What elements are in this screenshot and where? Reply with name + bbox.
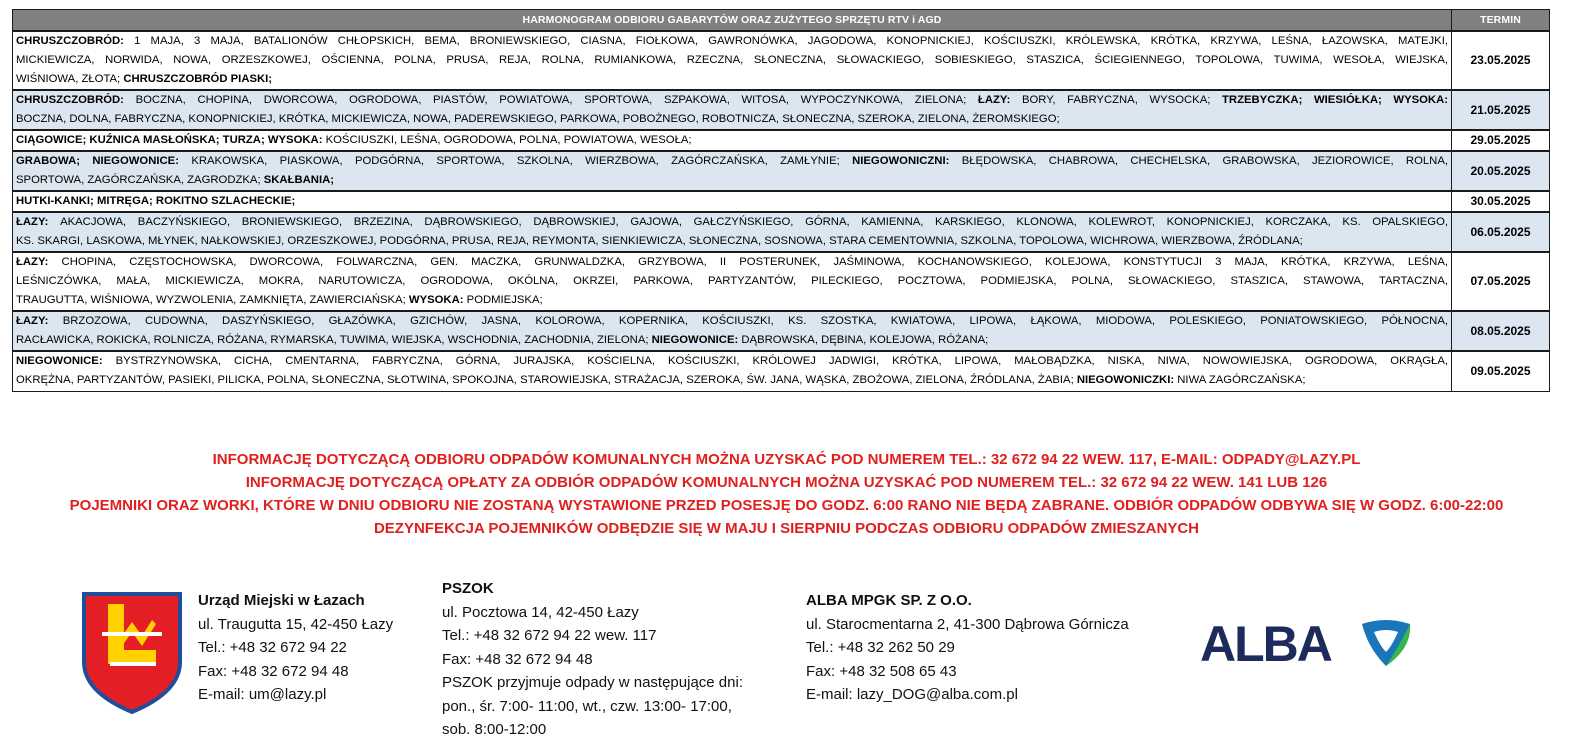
pszok-hours-weekdays: pon., śr. 7:00- 11:00, wt., czw. 13:00- 17:00,: [442, 697, 732, 715]
locality-name: CHRUSZCZOBRÓD:: [16, 94, 136, 106]
locality-name: CIĄGOWICE; KUŹNICA MASŁOŃSKA; TURZA; WYSOKA:: [16, 134, 326, 146]
urzad-contact: [198, 589, 393, 707]
table-header-row: [13, 10, 1550, 32]
locality-name: GRABOWA; NIEGOWONICE:: [16, 155, 192, 167]
table-row: [13, 252, 1550, 311]
streets-line: [16, 171, 1448, 190]
notice-line: INFORMACJĘ DOTYCZĄCĄ ODBIORU ODPADÓW KOMUNALNYCH MOŻNA UZYSKAĆ POD NUMEREM TEL.: 32 672 94 22 WEW. 117, E-MAIL: ODPADY@LAZY.PL: [212, 451, 1361, 468]
street-list: KRAKOWSKA, PIASKOWA, PODGÓRNA, SPORTOWA, SZKOLNA, WIERZBOWA, ZAGÓRCZAŃSKA, ZAMŁYNIE;: [191, 155, 853, 167]
table-row: [13, 151, 1550, 191]
urzad-address: ul. Traugutta 15, 42-450 Łazy: [198, 615, 394, 633]
table-row: [13, 311, 1550, 351]
street-list: PODMIEJSKA;: [466, 294, 543, 306]
streets-cell: [13, 90, 1452, 130]
locality-name: NIEGOWONICZKI:: [1076, 374, 1178, 387]
streets-line: [16, 371, 1448, 390]
streets-line: [16, 51, 1448, 70]
streets-line: [16, 32, 1448, 51]
urzad-name: Urząd Miejski w Łazach: [198, 592, 365, 609]
streets-line: [16, 291, 1448, 310]
streets-cell: [13, 212, 1452, 252]
table-row: [13, 31, 1550, 90]
street-list: DĄBROWSKA, DĘBINA, KOLEJOWA, RÓŻANA;: [741, 334, 989, 346]
alba-phone: Tel.: +48 32 262 50 29: [806, 639, 955, 656]
alba-wordmark: ALBA: [1200, 616, 1331, 672]
streets-cell: [13, 130, 1452, 151]
locality-name: CHRUSZCZOBRÓD:: [16, 35, 135, 47]
table-row: [13, 191, 1550, 212]
locality-name: HUTKI-KANKI; MITRĘGA; ROKITNO SZLACHECKIE;: [16, 195, 296, 207]
urzad-email: E-mail: um@lazy.pl: [198, 686, 327, 703]
pszok-phone: Tel.: +48 32 672 94 22 wew. 117: [442, 627, 657, 644]
pickup-date: 23.05.2025: [1452, 31, 1550, 90]
pickup-date: 29.05.2025: [1452, 130, 1550, 151]
street-list: TRAUGUTTA, WIŚNIOWA, WYZWOLENIA, ZAMKNIĘTA, ZAWIERCIAŃSKA;: [16, 294, 409, 306]
pickup-date: 09.05.2025: [1452, 351, 1550, 391]
streets-line: [16, 110, 1448, 129]
alba-contact: [806, 589, 1129, 707]
streets-cell: [13, 351, 1452, 391]
street-list: AKACJOWA, BACZYŃSKIEGO, BRONIEWSKIEGO, BRZEZINA, DĄBROWSKIEGO, DĄBROWSKIEJ, GAJOWA, GAŁCZYŃSKIEGO, GÓRNA, KAMIENNA, KARSKIEGO, KLONOWA, KOLEWROT, KONOPNICKIEJ, KORCZAKA, KS. OPALSKIEGO,: [60, 216, 1448, 228]
pszok-fax: Fax: +48 32 672 94 48: [442, 650, 593, 668]
street-list: NIWA ZAGÓRCZAŃSKA;: [1177, 374, 1306, 387]
schedule-table: [12, 9, 1550, 392]
locality-name: NIEGOWONICZNI:: [852, 155, 962, 167]
pszok-name: PSZOK: [442, 580, 494, 597]
notice-line: POJEMNIKI ORAZ WORKI, KTÓRE W DNIU ODBIORU NIE ZOSTANĄ WYSTAWIONE PRZED POSESJĘ DO GODZ. 6:00 RANO NIE BĘDĄ ZABRANE. ODBIÓR ODPADÓW ODBYWA SIĘ W GODZ. 6:00-22:00: [69, 497, 1504, 514]
locality-name: WYSOKA:: [408, 294, 467, 306]
locality-name: NIEGOWONICE:: [651, 334, 742, 346]
streets-line: [16, 131, 1448, 150]
streets-line: [16, 253, 1448, 272]
schedule-title: HARMONOGRAM ODBIORU GABARYTÓW ORAZ ZUŻYTEGO SPRZĘTU RTV i AGD: [13, 10, 1452, 32]
urzad-phone: Tel.: +48 32 672 94 22: [198, 639, 347, 656]
termin-header: TERMIN: [1452, 10, 1550, 32]
table-row: [13, 212, 1550, 252]
street-list: WIŚNIOWA, ZŁOTA;: [16, 73, 124, 85]
notice-line: INFORMACJĘ DOTYCZĄCĄ OPŁATY ZA ODBIÓR ODPADÓW KOMUNALNYCH MOŻNA UZYSKAĆ POD NUMEREM TEL.: 32 672 94 22 WEW. 141 LUB 126: [245, 474, 1328, 491]
schedule-body: [13, 31, 1550, 391]
streets-cell: [13, 191, 1452, 212]
street-list: RACŁAWICKA, ROKICKA, ROLNICZA, RÓŻANA, RYMARSKA, TUWIMA, WIEJSKA, WSCHODNIA, ZACHODNIA, ZIELONA;: [16, 334, 652, 346]
street-list: BŁĘDOWSKA, CHABROWA, CHECHELSKA, GRABOWSKA, JEZIOROWICE, ROLNA,: [961, 155, 1448, 167]
streets-line: [16, 232, 1448, 251]
streets-line: [16, 91, 1448, 110]
street-list: MICKIEWICZA, NORWIDA, NOWA, ORZESZKOWEJ, OŚCIENNA, POLNA, PRUSA, REJA, ROLNA, RUMIANKOWA, RZECZNA, SŁONECZNA, SŁOWACKIEGO, SOBIESKIEGO, STASZICA, ŚCIEGIENNEGO, TOPOLOWA, TUWIMA, WESOŁA, WIEJSKA,: [16, 54, 1448, 66]
alba-address: ul. Starocmentarna 2, 41-300 Dąbrowa Górnicza: [806, 615, 1129, 633]
streets-line: [16, 70, 1448, 89]
pickup-date: 08.05.2025: [1452, 311, 1550, 351]
pszok-hours-saturday: sob. 8:00-12:00: [442, 721, 547, 738]
streets-cell: [13, 31, 1452, 90]
pickup-date: 06.05.2025: [1452, 212, 1550, 252]
locality-name: CHRUSZCZOBRÓD PIASKI;: [123, 73, 273, 85]
streets-line: [16, 192, 1448, 211]
locality-name: ŁAZY:: [16, 256, 62, 268]
streets-line: [16, 352, 1448, 371]
street-list: 1 MAJA, 3 MAJA, BATALIONÓW CHŁOPSKICH, BEMA, BRONIEWSKIEGO, CIASNA, FIOŁKOWA, GAWRONÓWKA, JAGODOWA, KONOPNICKIEJ, KOŚCIUSZKI, KRÓLEWSKA, KRÓTKA, KRZYWA, LEŚNA, ŁAZOWSKA, MATEJKI,: [134, 35, 1448, 47]
street-list: BRZOZOWA, CUDOWNA, DASZYŃSKIEGO, GŁAZÓWKA, GZICHÓW, JASNA, KOLOROWA, KOPERNIKA, KOŚCIUSZKI, KS. SZOSTKA, KWIATOWA, LIPOWA, ŁĄKOWA, MIODOWA, POLESKIEGO, PONIATOWSKIEGO, PÓŁNOCNA,: [62, 315, 1448, 327]
street-list: SPORTOWA, ZAGÓRCZAŃSKA, ZAGRODZKA;: [16, 174, 264, 186]
locality-name: ŁAZY:: [16, 315, 63, 327]
alba-email: E-mail: lazy_DOG@alba.com.pl: [806, 686, 1018, 703]
street-list: KS. SKARGI, LASKOWA, MŁYNEK, NAŁKOWSKIEJ, ORZESZKOWEJ, PODGÓRNA, PRUSA, REJA, REYMONTA, SIENKIEWICZA, SŁONECZNA, SOSNOWA, STARA CEMENTOWNIA, SZKOLNA, TOPOLOWA, WICHROWA, WIERZBOWA, ŹRÓDLANA;: [16, 235, 1303, 247]
street-list: LEŚNICZÓWKA, MAŁA, MICKIEWICZA, MOKRA, NARUTOWICZA, OGRODOWA, OKÓLNA, OKRZEI, PARKOWA, PARTYZANTÓW, PILECKIEGO, POCZTOWA, PODMIEJSKA, POLNA, SŁOWACKIEGO, STASZICA, STAWOWA, TARTACZNA,: [16, 275, 1448, 287]
table-row: [13, 351, 1550, 391]
locality-name: ŁAZY:: [977, 94, 1022, 106]
locality-name: SKAŁBANIA;: [263, 174, 335, 186]
street-list: BOCZNA, CHOPINA, DWORCOWA, OGRODOWA, PIASTÓW, POWIATOWA, SPORTOWA, SZPAKOWA, WITOSA, WYPOCZYNKOWA, ZIELONA;: [135, 94, 978, 106]
alba-name: ALBA MPGK SP. Z O.O.: [806, 592, 972, 609]
street-list: CHOPINA, CZĘSTOCHOWSKA, DWORCOWA, FOLWARCZNA, GEN. MACZKA, GRUNWALDZKA, GRZYBOWA, II POSTERUNEK, JAŚMINOWA, KOCHANOWSKIEGO, KOLEJOWA, KONSTYTUCJI 3 MAJA, KRÓTKA, KRZYWA, LEŚNA,: [61, 256, 1448, 268]
pickup-date: 07.05.2025: [1452, 252, 1550, 311]
notices-block: [0, 448, 1573, 540]
streets-line: [16, 331, 1448, 350]
street-list: OKRĘŻNA, PARTYZANTÓW, PASIEKI, PILICKA, POLNA, SŁONECZNA, SŁOTWINA, SPOKOJNA, STAROWIEJSKA, STRAŻACJA, SZEROKA, ŚW. JANA, WĄSKA, ZBOŻOWA, ZIELONA, ŹRÓDLANA, ŻABIA;: [16, 374, 1077, 387]
alba-logo: [1200, 618, 1415, 670]
street-list: KOŚCIUSZKI, LEŚNA, OGRODOWA, POLNA, POWIATOWA, WESOŁA;: [325, 134, 692, 146]
alba-leaf-icon: [1358, 618, 1414, 670]
street-list: BYSTRZYNOWSKA, CICHA, CMENTARNA, FABRYCZNA, GÓRNA, JURAJSKA, KOŚCIELNA, KOŚCIUSZKI, KRÓLOWEJ JADWIGI, KRÓTKA, LIPOWA, MAŁOBĄDZKA, NISKA, NIWA, NOWOWIEJSKA, OGRODOWA, OKRĄGŁA,: [115, 355, 1448, 368]
locality-name: NIEGOWONICE:: [16, 355, 116, 368]
urzad-fax: Fax: +48 32 672 94 48: [198, 662, 349, 680]
pszok-hours-label: PSZOK przyjmuje odpady w następujące dni:: [442, 674, 743, 691]
locality-name: ŁAZY:: [16, 216, 61, 228]
streets-cell: [13, 252, 1452, 311]
locality-name: TRZEBYCZKA; WIESIÓŁKA; WYSOKA:: [1222, 94, 1448, 106]
notice-line: DEZYNFEKCJA POJEMNIKÓW ODBĘDZIE SIĘ W MAJU I SIERPNIU PODCZAS ODBIORU ODPADÓW ZMIESZANYCH: [373, 520, 1200, 537]
streets-cell: [13, 151, 1452, 191]
streets-cell: [13, 311, 1452, 351]
pszok-contact: [442, 577, 743, 742]
streets-line: [16, 272, 1448, 291]
streets-line: [16, 152, 1448, 171]
pickup-date: 30.05.2025: [1452, 191, 1550, 212]
pickup-date: 21.05.2025: [1452, 90, 1550, 130]
table-row: [13, 130, 1550, 151]
street-list: BOCZNA, DOLNA, FABRYCZNA, KONOPNICKIEJ, KRÓTKA, MICKIEWICZA, NOWA, PADEREWSKIEGO, PARKOWA, POBOŻNEGO, ROBOTNICZA, SŁONECZNA, SZEROKA, ZIELONA, ŻEROMSKIEGO;: [16, 113, 1060, 125]
table-row: [13, 90, 1550, 130]
pszok-address: ul. Pocztowa 14, 42-450 Łazy: [442, 603, 639, 621]
lazy-coat-of-arms-icon: [82, 592, 182, 714]
street-list: BORY, FABRYCZNA, WYSOCKA;: [1021, 94, 1223, 106]
streets-line: [16, 312, 1448, 331]
streets-line: [16, 213, 1448, 232]
alba-fax: Fax: +48 32 508 65 43: [806, 662, 957, 680]
pickup-date: 20.05.2025: [1452, 151, 1550, 191]
